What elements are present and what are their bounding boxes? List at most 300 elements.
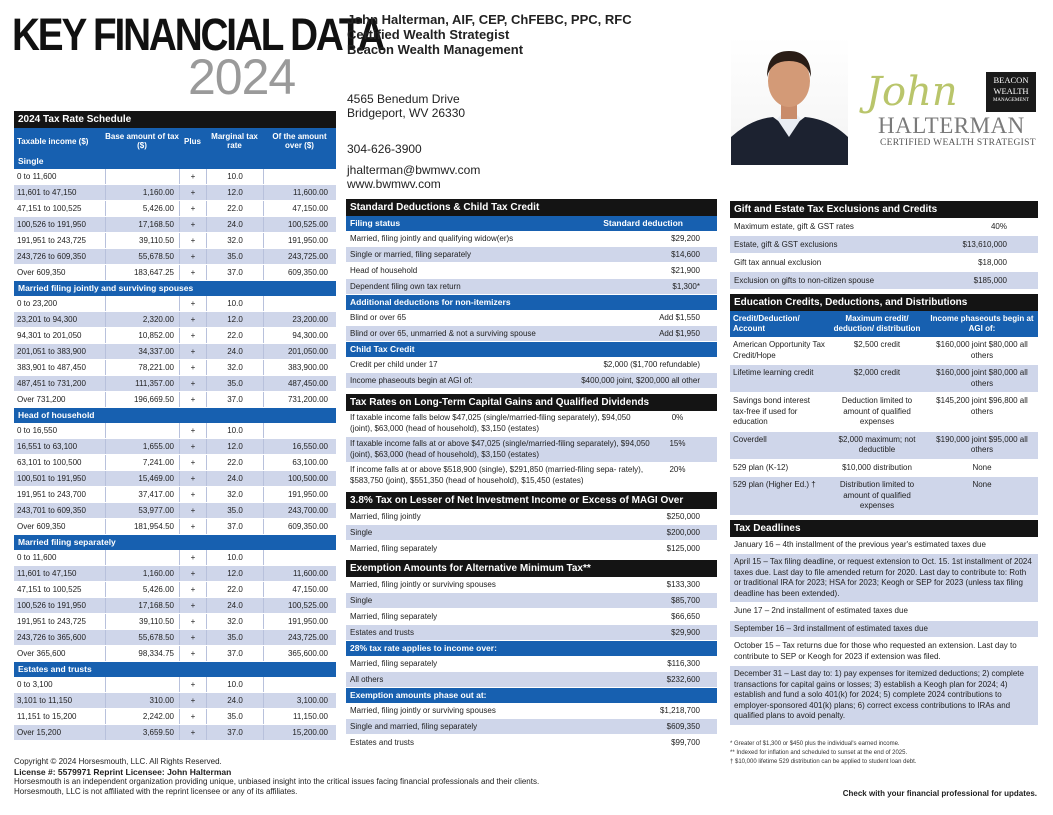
table-row <box>14 471 336 487</box>
amt-phaseout-title: Exemption amounts phase out at: <box>346 688 717 703</box>
logo-name: HALTERMAN <box>878 113 1025 138</box>
table-cell: + <box>179 519 206 534</box>
table-cell: 24.0 <box>206 471 263 486</box>
table-cell: Distribution limited to amount of qualified expenses <box>839 480 915 510</box>
row-label: Single <box>350 596 373 605</box>
table-cell: + <box>179 455 206 470</box>
table-cell: 731,200.00 <box>263 392 336 407</box>
table-cell: + <box>179 677 206 692</box>
education-title: Education Credits, Deductions, and Distributions <box>730 294 1038 311</box>
table-cell: 609,350.00 <box>263 519 336 534</box>
table-cell: 37,417.00 <box>105 487 179 502</box>
contact-title: Certified Wealth Strategist <box>347 27 510 42</box>
col-header: Base amount of tax ($) <box>105 132 179 150</box>
page-year: 2024 <box>188 49 296 105</box>
row-value: $99,700 <box>671 738 700 747</box>
row-value: 20% <box>669 465 686 474</box>
table-cell: + <box>179 487 206 502</box>
deadlines-title: Tax Deadlines <box>730 520 1038 537</box>
table-cell: 383,901 to 487,450 <box>17 363 86 372</box>
table-cell: None <box>972 462 992 472</box>
table-cell: 111,357.00 <box>105 376 179 391</box>
table-row <box>730 337 1038 365</box>
filing-status-heading: Married filing jointly and surviving spouses <box>14 281 336 296</box>
table-row <box>14 360 336 376</box>
deadline-item: January 16 – 4th installment of the previous year's estimated taxes due <box>730 537 1038 555</box>
table-row <box>346 656 717 672</box>
table-cell <box>263 423 336 438</box>
std-deduction-rows <box>346 231 717 295</box>
table-cell: 487,450.00 <box>263 376 336 391</box>
table-cell: 1,655.00 <box>105 439 179 454</box>
table-cell <box>263 550 336 565</box>
row-label: Married, filing jointly or surviving spouses <box>350 580 496 589</box>
col-header: Of the amount over ($) <box>272 132 327 150</box>
table-cell: 10.0 <box>206 423 263 438</box>
table-row <box>14 646 336 662</box>
row-value: $133,300 <box>666 580 700 589</box>
table-cell <box>105 550 179 565</box>
table-cell: 11,601 to 47,150 <box>17 188 77 197</box>
table-row <box>730 236 1038 254</box>
row-label: Married, filing jointly or surviving spouses <box>350 706 496 715</box>
table-cell: 196,669.50 <box>105 392 179 407</box>
table-cell: 15,469.00 <box>105 471 179 486</box>
table-cell: + <box>179 328 206 343</box>
contact-address <box>347 92 465 120</box>
child-credit-title: Child Tax Credit <box>346 342 717 357</box>
gift-estate-title: Gift and Estate Tax Exclusions and Credits <box>730 201 1038 218</box>
table-row <box>346 263 717 279</box>
table-cell: 39,110.50 <box>105 233 179 248</box>
table-cell: 191,950.00 <box>263 487 336 502</box>
table-cell: $145,200 joint $96,800 all others <box>936 396 1028 416</box>
table-cell: 1,160.00 <box>105 185 179 200</box>
table-cell: 10.0 <box>206 550 263 565</box>
table-cell: 32.0 <box>206 360 263 375</box>
table-row <box>14 296 336 312</box>
footer-affiliation: Horsesmouth, LLC is not affiliated with the reprint licensee or any of its affiliates. <box>14 787 298 796</box>
table-cell: Over 15,200 <box>17 728 62 737</box>
table-cell: 529 plan (Higher Ed.) † <box>733 480 816 489</box>
table-cell: + <box>179 439 206 454</box>
ltcg-rows <box>346 411 717 489</box>
table-cell: 0 to 16,550 <box>17 426 58 435</box>
row-label: Maximum estate, gift & GST rates <box>734 222 854 231</box>
table-cell: 11,600.00 <box>263 566 336 581</box>
row-value: $14,600 <box>671 250 700 259</box>
table-cell: + <box>179 217 206 232</box>
row-value: $200,000 <box>666 528 700 537</box>
row-value: 40% <box>990 222 1007 231</box>
table-cell: 39,110.50 <box>105 614 179 629</box>
table-cell: 37.0 <box>206 265 263 280</box>
table-cell: $2,000 credit <box>853 368 901 377</box>
filing-status-heading: Head of household <box>14 408 336 423</box>
ltcg-title: Tax Rates on Long-Term Capital Gains and Qualified Dividends <box>346 394 717 411</box>
table-cell: 35.0 <box>206 376 263 391</box>
row-label: Credit per child under 17 <box>350 360 438 369</box>
table-cell: Over 609,350 <box>17 522 66 531</box>
table-cell: 11,151 to 15,200 <box>17 712 77 721</box>
tax-table-body <box>14 154 336 741</box>
table-row <box>730 218 1038 236</box>
table-cell: + <box>179 693 206 708</box>
table-cell: $160,000 joint $80,000 all others <box>936 368 1028 388</box>
contact-firm: Beacon Wealth Management <box>347 42 524 57</box>
row-label: Married, filing separately <box>350 612 438 621</box>
table-cell: 32.0 <box>206 614 263 629</box>
row-value: $609,350 <box>666 722 700 731</box>
table-cell: 2,320.00 <box>105 312 179 327</box>
row-value: $66,650 <box>671 612 700 621</box>
education-header: Credit/Deduction/ Account Maximum credit/ deduction/ distribution Income phaseouts begin at AGI of: <box>730 311 1038 337</box>
row-label: Head of household <box>350 266 418 275</box>
table-row <box>14 503 336 519</box>
table-cell: 32.0 <box>206 233 263 248</box>
table-cell <box>105 677 179 692</box>
row-label: Married, filing jointly and qualifying widow(er)s <box>350 234 514 243</box>
middle-column <box>346 199 717 751</box>
table-cell: 12.0 <box>206 312 263 327</box>
table-cell: + <box>179 598 206 613</box>
table-cell: 191,951 to 243,700 <box>17 490 86 499</box>
table-row <box>730 477 1038 516</box>
tax-schedule-title: 2024 Tax Rate Schedule <box>14 111 336 128</box>
deadline-item: October 15 – Tax returns due for those who requested an extension. Last day to contribute to SEP or Keogh for 2023 if extension was filed. <box>730 638 1038 666</box>
table-cell: 22.0 <box>206 201 263 216</box>
table-cell <box>105 423 179 438</box>
table-cell: 191,951 to 243,725 <box>17 236 86 245</box>
table-cell: 100,525.00 <box>263 217 336 232</box>
row-value: $2,000 ($1,700 refundable) <box>603 360 700 369</box>
table-row <box>14 487 336 503</box>
table-row <box>346 231 717 247</box>
table-row <box>730 432 1038 460</box>
table-cell <box>263 296 336 311</box>
row-value: $250,000 <box>666 512 700 521</box>
table-cell: 32.0 <box>206 487 263 502</box>
table-row <box>346 719 717 735</box>
table-cell: $190,000 joint $95,000 all others <box>936 434 1028 454</box>
table-cell: 94,300.00 <box>263 328 336 343</box>
amt-rows <box>346 577 717 641</box>
row-label: Estates and trusts <box>350 628 415 637</box>
table-cell: + <box>179 185 206 200</box>
table-cell: 0 to 3,100 <box>17 680 53 689</box>
table-row <box>346 373 717 389</box>
table-cell: + <box>179 709 206 724</box>
table-cell: + <box>179 376 206 391</box>
table-cell: American Opportunity Tax Credit/Hope <box>733 340 825 360</box>
table-cell: 3,100.00 <box>263 693 336 708</box>
footer-check-note: Check with your financial professional for updates. <box>842 789 1037 798</box>
amt-phaseout-rows <box>346 703 717 751</box>
table-cell: 243,726 to 609,350 <box>17 252 86 261</box>
row-value: 15% <box>669 439 686 448</box>
deadline-item: September 16 – 3rd installment of estimated taxes due <box>730 621 1038 639</box>
table-row <box>14 693 336 709</box>
row-label: All others <box>350 675 384 684</box>
table-row <box>14 550 336 566</box>
row-value: $85,700 <box>671 596 700 605</box>
table-row <box>14 630 336 646</box>
row-value: $29,900 <box>671 628 700 637</box>
row-label: Gift tax annual exclusion <box>734 258 822 267</box>
table-cell: 47,151 to 100,525 <box>17 585 82 594</box>
row-value: $21,900 <box>671 266 700 275</box>
logo-tagline: CERTIFIED WEALTH STRATEGIST <box>880 138 1036 148</box>
table-cell: Over 609,350 <box>17 268 66 277</box>
table-cell: 22.0 <box>206 328 263 343</box>
child-credit-rows <box>346 357 717 389</box>
additional-deductions-title: Additional deductions for non-itemizers <box>346 295 717 310</box>
filing-status-heading: Single <box>14 154 336 169</box>
table-cell: 100,525.00 <box>263 598 336 613</box>
table-cell: 243,725.00 <box>263 630 336 645</box>
logo-badge: BEACON WEALTH MANAGEMENT <box>986 72 1036 112</box>
tax-table-header <box>14 128 336 154</box>
row-label: Income phaseouts begin at AGI of: <box>350 376 473 385</box>
table-cell: 55,678.50 <box>105 630 179 645</box>
table-cell: + <box>179 201 206 216</box>
table-cell: 243,701 to 609,350 <box>17 506 86 515</box>
niit-title: 3.8% Tax on Lesser of Net Investment Income or Excess of MAGI Over <box>346 492 717 509</box>
table-row <box>14 709 336 725</box>
table-cell: 47,151 to 100,525 <box>17 204 82 213</box>
row-label: If taxable income falls below $47,025 (single/married-filing separately), $94,050 (joint), $63,000 (head of household), $3,150 (estates) <box>350 413 631 433</box>
table-cell: 181,954.50 <box>105 519 179 534</box>
amt-28-rows <box>346 656 717 688</box>
education-rows <box>730 337 1038 516</box>
table-cell: $10,000 distribution <box>842 462 912 472</box>
col-header: Marginal tax rate <box>211 132 258 150</box>
table-row <box>14 725 336 741</box>
table-row <box>346 609 717 625</box>
table-cell: 94,301 to 201,050 <box>17 331 82 340</box>
table-cell: 183,647.25 <box>105 265 179 280</box>
table-row <box>346 310 717 326</box>
table-cell: 3,101 to 11,150 <box>17 696 73 705</box>
deadline-item: December 31 – Last day to: 1) pay expenses for itemized deductions; 2) complete transactions for capital gains or losses; 3) establish a Keogh plan for 2024; 4) establish and fund a solo 401(k) for 2024; 5) complete 2024 contributions to employer-sponsored 401(k) plans; 6) correct excess contributions to IRAs and qualified plans to avoid penalty. <box>730 666 1038 726</box>
tax-rate-schedule <box>14 111 336 741</box>
table-cell: 191,951 to 243,725 <box>17 617 86 626</box>
filing-status-heading: Married filing separately <box>14 535 336 550</box>
table-row <box>14 328 336 344</box>
table-row <box>14 519 336 535</box>
table-cell: 11,150.00 <box>263 709 336 724</box>
row-label: If taxable income falls at or above $47,025 (single/married-filing separately), $94,050 (joint), $63,000 (head of household), $3,150 (estates) <box>350 439 650 459</box>
footer-copyright: Copyright © 2024 Horsesmouth, LLC. All Rights Reserved. <box>14 757 222 766</box>
table-row <box>14 677 336 693</box>
row-label: Married, filing separately <box>350 659 438 668</box>
table-cell: 98,334.75 <box>105 646 179 661</box>
table-cell: 529 plan (K-12) <box>733 462 789 472</box>
table-cell: 191,950.00 <box>263 233 336 248</box>
table-cell: 12.0 <box>206 185 263 200</box>
footnote: * Greater of $1,300 or $450 plus the individual's earned income. <box>730 740 900 747</box>
table-cell: 11,600.00 <box>263 185 336 200</box>
deadline-item: April 15 – Tax filing deadline, or request extension to Oct. 15. 1st installment of 2024 taxes due. Last day to file amended return for 2020. Last day to contribute to: Roth or traditional IRA for 2023; HSA for 2023; Keogh or SEP for 2023 (unless tax filing deadline has been extended). <box>730 554 1038 603</box>
row-value: $116,300 <box>667 659 700 668</box>
table-cell: 24.0 <box>206 598 263 613</box>
row-label: Single or married, filing separately <box>350 250 471 259</box>
table-cell: 11,601 to 47,150 <box>17 569 77 578</box>
footer <box>14 757 539 797</box>
table-cell: 22.0 <box>206 582 263 597</box>
table-cell: + <box>179 725 206 740</box>
table-row <box>346 357 717 373</box>
table-cell: $2,500 credit <box>853 340 901 349</box>
row-value: $232,600 <box>666 675 700 684</box>
row-value: $1,300* <box>672 282 700 291</box>
table-cell: + <box>179 566 206 581</box>
table-cell: + <box>179 550 206 565</box>
footnotes <box>730 740 1038 767</box>
table-cell: $160,000 joint $80,000 all others <box>936 340 1028 360</box>
table-row <box>14 233 336 249</box>
table-cell: 201,050.00 <box>263 344 336 359</box>
row-label: Dependent filing own tax return <box>350 282 461 291</box>
row-label: Blind or over 65 <box>350 313 407 322</box>
table-cell: 55,678.50 <box>105 249 179 264</box>
row-label: Single <box>350 528 373 537</box>
amt-28-title: 28% tax rate applies to income over: <box>346 641 717 656</box>
row-label: Blind or over 65, unmarried & not a surviving spouse <box>350 329 536 338</box>
table-cell: 100,500.00 <box>263 471 336 486</box>
contact-website[interactable]: www.bwmwv.com <box>347 177 441 191</box>
table-cell: + <box>179 360 206 375</box>
table-cell: + <box>179 471 206 486</box>
table-cell: Deduction limited to amount of qualified expenses <box>841 396 913 426</box>
table-cell: None <box>972 480 992 489</box>
row-value: $125,000 <box>666 544 700 553</box>
std-deduction-header: Filing status Standard deduction <box>346 216 717 231</box>
table-row <box>14 344 336 360</box>
table-cell: 1,160.00 <box>105 566 179 581</box>
col-header: Taxable income ($) <box>17 136 89 146</box>
table-row <box>346 703 717 719</box>
table-cell: 191,950.00 <box>263 614 336 629</box>
advisor-photo <box>731 37 848 165</box>
table-row <box>730 393 1038 432</box>
table-row <box>730 254 1038 272</box>
contact-header <box>347 12 632 57</box>
table-row <box>346 541 717 557</box>
table-row <box>14 217 336 233</box>
table-cell <box>105 169 179 184</box>
table-row <box>14 455 336 471</box>
table-cell: Lifetime learning credit <box>733 368 814 377</box>
table-row <box>14 392 336 408</box>
niit-rows <box>346 509 717 557</box>
table-cell: 63,100.00 <box>263 455 336 470</box>
table-row <box>346 509 717 525</box>
table-cell: 310.00 <box>105 693 179 708</box>
table-row <box>346 625 717 641</box>
table-cell: 23,200.00 <box>263 312 336 327</box>
table-cell: Savings bond interest tax-free if used for education <box>733 396 810 426</box>
table-row <box>730 460 1038 478</box>
table-cell: 383,900.00 <box>263 360 336 375</box>
row-label: Exclusion on gifts to non-citizen spouse <box>734 276 875 285</box>
table-cell <box>105 296 179 311</box>
table-cell: Coverdell <box>733 434 767 444</box>
table-cell: 34,337.00 <box>105 344 179 359</box>
table-row <box>14 185 336 201</box>
contact-email[interactable]: jhalterman@bwmwv.com <box>347 163 481 177</box>
table-cell: 243,725.00 <box>263 249 336 264</box>
table-cell: 0 to 23,200 <box>17 299 58 308</box>
table-cell <box>263 677 336 692</box>
row-value: $400,000 joint, $200,000 all other <box>581 376 700 385</box>
row-value: 0% <box>671 413 684 422</box>
row-value: $185,000 <box>973 276 1007 285</box>
row-value: Add $1,550 <box>659 313 700 322</box>
table-cell: 17,168.50 <box>105 598 179 613</box>
row-label: If income falls at or above $518,900 (single), $291,850 (married-filing sepa- rately), $583,750 (joint), $551,350 (head of household), $15,450 (estates) <box>350 465 644 485</box>
table-cell: 35.0 <box>206 630 263 645</box>
table-row <box>346 735 717 751</box>
table-row <box>14 312 336 328</box>
table-cell: 47,150.00 <box>263 201 336 216</box>
additional-deduction-rows <box>346 310 717 342</box>
table-row <box>346 326 717 342</box>
col-header: Plus <box>184 136 201 146</box>
table-cell: 5,426.00 <box>105 201 179 216</box>
table-cell: 3,659.50 <box>105 725 179 740</box>
table-cell: 16,550.00 <box>263 439 336 454</box>
table-row <box>14 439 336 455</box>
table-row <box>346 577 717 593</box>
table-cell: + <box>179 296 206 311</box>
row-label: Single and married, filing separately <box>350 722 478 731</box>
row-label: Estate, gift & GST exclusions <box>734 240 838 249</box>
table-row <box>730 272 1038 290</box>
table-row <box>14 169 336 185</box>
footer-license: License #: 5579971 Reprint Licensee: John Halterman <box>14 767 232 777</box>
table-cell: 365,600.00 <box>263 646 336 661</box>
table-cell: 35.0 <box>206 249 263 264</box>
footnote: † $10,000 lifetime 529 distribution can be applied to student loan debt. <box>730 758 917 765</box>
table-cell: 22.0 <box>206 455 263 470</box>
page-title: KEY FINANCIAL DATA <box>12 9 384 60</box>
table-row <box>346 525 717 541</box>
table-row <box>14 423 336 439</box>
table-cell: + <box>179 249 206 264</box>
table-row <box>346 247 717 263</box>
table-cell <box>263 169 336 184</box>
table-cell: 35.0 <box>206 503 263 518</box>
table-cell: 100,526 to 191,950 <box>17 220 86 229</box>
table-cell: + <box>179 392 206 407</box>
logo-script: John <box>866 69 958 115</box>
table-cell: Over 731,200 <box>17 395 66 404</box>
table-cell: 243,726 to 365,600 <box>17 633 86 642</box>
table-cell: 100,501 to 191,950 <box>17 474 86 483</box>
table-cell: 2,242.00 <box>105 709 179 724</box>
table-cell: + <box>179 265 206 280</box>
table-row <box>14 249 336 265</box>
table-cell: 63,101 to 100,500 <box>17 458 82 467</box>
table-cell: + <box>179 344 206 359</box>
table-cell: 37.0 <box>206 725 263 740</box>
table-row <box>346 437 717 463</box>
table-cell: Over 365,600 <box>17 649 66 658</box>
table-cell: 201,051 to 383,900 <box>17 347 86 356</box>
table-cell: 23,201 to 94,300 <box>17 315 78 324</box>
table-cell: 24.0 <box>206 344 263 359</box>
